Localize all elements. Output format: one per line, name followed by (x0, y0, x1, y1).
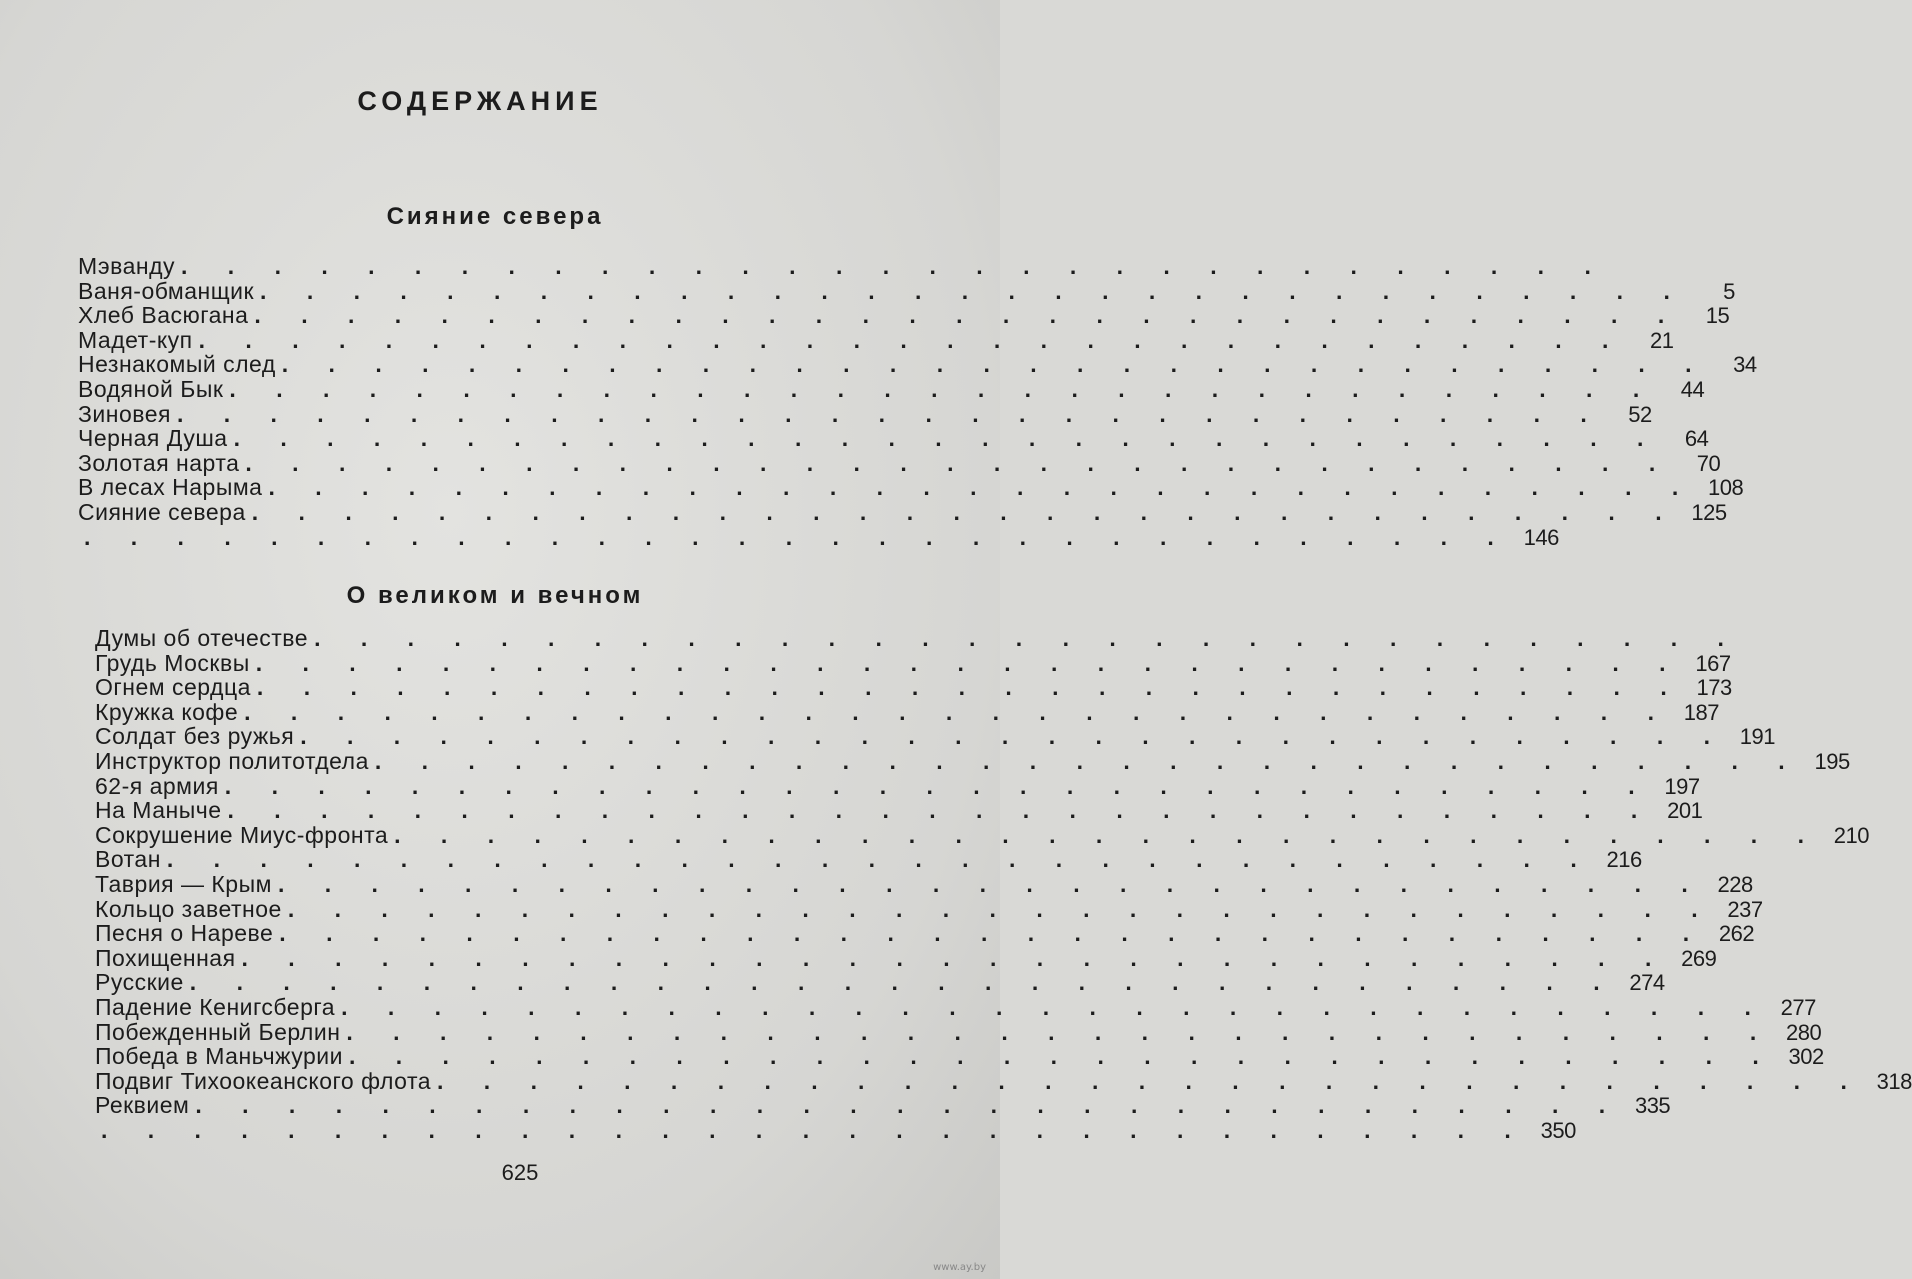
toc-entry-page: 262 (1718, 921, 1755, 947)
dot-leader: . . . . . . . . . . . . . . . . . . . . . . . . . . . . . . . (374, 747, 1802, 774)
toc-entry-title: Кольцо заветное (95, 895, 282, 922)
toc-entry (78, 474, 1744, 501)
toc-entry (78, 449, 1721, 476)
toc-entry (95, 797, 1703, 824)
toc-entry-title: Хлеб Васюгана (78, 302, 249, 329)
toc-entry (78, 302, 1730, 329)
toc-entry-title: Сокрушение Миус-фронта (95, 821, 389, 848)
toc-entry (95, 649, 1731, 676)
dot-leader: . . . . . . . . . . . . . . . . . . . . . . . . . . . . . . . (251, 498, 1679, 525)
section-title-1: Сияние севера (386, 203, 604, 230)
dot-leader: . . . . . . . . . . . . . . . . . . . . . . . . . . . . . . . (300, 723, 1728, 750)
toc-entry (95, 1116, 1576, 1143)
toc-entry-title: Мадет-куп (78, 326, 193, 353)
toc-entry-page: 64 (1684, 426, 1709, 452)
dot-leader: . . . . . . . . . . . . . . . . . . . . . . . . . . . . . . . (281, 351, 1709, 378)
toc-entry-title: На Маныче (95, 797, 222, 824)
toc-entry-page: 15 (1705, 303, 1730, 329)
toc-entry-title: Победа в Маньчжурии (95, 1043, 343, 1070)
toc-entry (95, 895, 1763, 922)
toc-entry-title: Мэванду (78, 253, 176, 279)
toc-entry (78, 425, 1709, 452)
toc-entry (95, 969, 1665, 996)
toc-list-1 (78, 253, 1757, 550)
toc-entry-page: 191 (1739, 724, 1776, 750)
toc-entry-title: Думы об отечестве (95, 625, 309, 651)
toc-entry-page: 335 (1634, 1093, 1671, 1119)
watermark: www.ay.by (933, 1262, 986, 1273)
dot-leader: . . . . . . . . . . . . . . . . . . . . . . . . . . . . . . . (254, 302, 1682, 329)
toc-entry-page: 52 (1628, 401, 1652, 427)
toc-entry (78, 326, 1674, 353)
dot-leader: . . . . . . . . . . . . . . . . . . . . . . . . . . . . . . . (241, 944, 1669, 971)
dot-leader: . . . . . . . . . . . . . . . . . . . . . . . . . . . . . . . (245, 449, 1673, 476)
toc-entry-page: 277 (1780, 994, 1816, 1020)
page-title: СОДЕРЖАНИЕ (357, 86, 603, 116)
toc-entry (78, 351, 1757, 378)
toc-entry (95, 1067, 1912, 1094)
toc-entry-page: 173 (1696, 675, 1732, 701)
toc-entry-title: Подвиг Тихоокеанского флота (95, 1067, 432, 1094)
dot-leader: . . . . . . . . . . . . . . . . . . . . . . . . . . . . . . . (195, 1092, 1623, 1119)
dot-leader: . . . . . . . . . . . . . . . . . . . . . . . . . . . . . . . (268, 474, 1696, 501)
toc-entry-page: 280 (1786, 1019, 1822, 1045)
toc-entry-title: Побежденный Берлин (95, 1018, 341, 1045)
toc-entry-page: 21 (1649, 327, 1674, 353)
dot-leader: . . . . . . . . . . . . . . . . . . . . . . . . . . . . . . . (84, 523, 1511, 550)
dot-leader: . . . . . . . . . . . . . . . . . . . . . . . . . . . . . . . (341, 993, 1768, 1020)
toc-entry (95, 920, 1755, 947)
toc-entry-page: 201 (1667, 798, 1703, 824)
toc-entry-title: В лесах Нарыма (78, 474, 263, 501)
dot-leader: . . . . . . . . . . . . . . . . . . . . . . . . . . . . . . . (277, 870, 1705, 897)
toc-entry (95, 674, 1732, 701)
toc-entry-page: 210 (1833, 822, 1869, 848)
toc-entry-page: 146 (1523, 524, 1559, 550)
dot-leader: . . . . . . . . . . . . . . . . . . . . . . . . . . . . . . . (233, 425, 1661, 452)
toc-entry (95, 846, 1642, 873)
toc-entry (95, 993, 1816, 1020)
toc-entry-page: 216 (1606, 847, 1642, 873)
dot-leader: . . . . . . . . . . . . . . . . . . . . . . . . . . . . . . . (176, 400, 1604, 427)
dot-leader: . . . . . . . . . . . . . . . . . . . . . . . . . . . . . . . (229, 375, 1657, 402)
toc-entry-title: Русские (95, 969, 184, 996)
toc-entry (78, 253, 1608, 279)
dot-leader: . . . . . . . . . . . . . . . . . . . . . . . . . . . . . . . (224, 772, 1652, 799)
toc-entry-page: 44 (1680, 376, 1705, 402)
toc-entry-title: Грудь Москвы (95, 649, 250, 676)
toc-entry-title: Песня о Нареве (95, 920, 274, 947)
section-title-2: О великом и вечном (346, 582, 644, 609)
toc-entry-page: 269 (1681, 945, 1717, 971)
toc-entry-page: 167 (1695, 650, 1731, 676)
toc-entry-page: 197 (1664, 773, 1700, 799)
toc-entry-title: Реквием (95, 1092, 190, 1119)
toc-entry-title: 62-я армия (95, 772, 219, 799)
toc-entry (95, 1043, 1824, 1070)
toc-entry-title: Солдат без ружья (95, 723, 295, 750)
toc-entry-page: 237 (1727, 896, 1763, 922)
dot-leader: . . . . . . . . . . . . . . . . . . . . . . . . . . . . . . . (260, 277, 1687, 304)
toc-entry-title: Таврия — Крым (95, 870, 272, 897)
toc-entry-page: 125 (1691, 499, 1727, 525)
toc-entry-page: 5 (1723, 278, 1735, 304)
toc-entry (95, 1018, 1822, 1045)
dot-leader: . . . . . . . . . . . . . . . . . . . . . . . . . . . . . . . (166, 846, 1594, 873)
toc-entry-title: Падение Кенигсберга (95, 993, 336, 1020)
toc-entry-title: Черная Душа (78, 425, 228, 452)
dot-leader: . . . . . . . . . . . . . . . . . . . . . . . . . . . . . . . (437, 1067, 1864, 1094)
toc-entry-title: Незнакомый след (78, 351, 276, 378)
toc-entry-title: Золотая нарта (78, 449, 240, 476)
toc-entry (78, 375, 1705, 402)
toc-entry-page: 34 (1733, 352, 1757, 378)
toc-entry (95, 870, 1753, 897)
toc-entry (95, 944, 1717, 971)
toc-entry-page: 350 (1540, 1117, 1576, 1143)
toc-entry-page: 228 (1717, 871, 1753, 897)
dot-leader: . . . . . . . . . . . . . . . . . . . . . . . . . . . . . . . (181, 253, 1608, 279)
toc-entry-title: Инструктор политотдела (95, 747, 369, 774)
dot-leader: . . . . . . . . . . . . . . . . . . . . . . . . . . . . . . . (198, 326, 1626, 353)
toc-entry-page: 318 (1876, 1068, 1912, 1094)
dot-leader: . . . . . . . . . . . . . . . . . . . . . . . . . . . . . . . (348, 1043, 1776, 1070)
toc-list-2 (95, 625, 1912, 1143)
dot-leader: . . . . . . . . . . . . . . . . . . . . . . . . . . . . . . . (227, 797, 1655, 824)
page-number: 625 (501, 1160, 539, 1185)
toc-entry-title: Вотан (95, 846, 161, 873)
toc-entry-page: 302 (1788, 1044, 1824, 1070)
toc-entry-title: Похищенная (95, 944, 236, 971)
toc-entry (78, 523, 1559, 550)
toc-entry-title: Сияние севера (78, 498, 246, 525)
toc-entry (95, 747, 1850, 774)
toc-entry-page: 274 (1629, 970, 1665, 996)
toc-entry-page: 187 (1683, 699, 1719, 725)
toc-entry-title: Кружка кофе (95, 698, 239, 725)
toc-entry (78, 498, 1727, 525)
toc-entry (78, 400, 1652, 427)
dot-leader: . . . . . . . . . . . . . . . . . . . . . . . . . . . . . . . (256, 674, 1684, 701)
dot-leader: . . . . . . . . . . . . . . . . . . . . . . . . . . . . . . . (287, 895, 1715, 922)
dot-leader: . . . . . . . . . . . . . . . . . . . . . . . . . . . . . . . (255, 649, 1683, 676)
dot-leader: . . . . . . . . . . . . . . . . . . . . . . . . . . . . . . . (279, 920, 1707, 947)
toc-entry-title: Огнем сердца (95, 674, 251, 701)
toc-entry (95, 1092, 1671, 1119)
toc-entry-page: 108 (1708, 475, 1744, 501)
toc-entry-page: 70 (1696, 450, 1721, 476)
toc-entry (95, 698, 1719, 725)
toc-entry (78, 277, 1735, 304)
dot-leader: . . . . . . . . . . . . . . . . . . . . . . . . . . . . . . . (394, 821, 1821, 848)
toc-entry-title: Ваня-обманщик (78, 277, 255, 304)
toc-entry (95, 821, 1869, 848)
toc-entry-title: Водяной Бык (78, 375, 224, 402)
toc-entry (95, 723, 1776, 750)
dot-leader: . . . . . . . . . . . . . . . . . . . . . . . . . . . . . . . (101, 1116, 1528, 1143)
toc-entry-page: 195 (1814, 748, 1850, 774)
toc-entry (95, 772, 1700, 799)
dot-leader: . . . . . . . . . . . . . . . . . . . . . . . . . . . . . . . (244, 698, 1671, 725)
dot-leader: . . . . . . . . . . . . . . . . . . . . . . . . . . . . . . . (314, 625, 1741, 651)
dot-leader: . . . . . . . . . . . . . . . . . . . . . . . . . . . . . . . (346, 1018, 1774, 1045)
toc-entry (95, 625, 1741, 651)
toc-entry-title: Зиновея (78, 400, 171, 427)
dot-leader: . . . . . . . . . . . . . . . . . . . . . . . . . . . . . . . (189, 969, 1617, 996)
